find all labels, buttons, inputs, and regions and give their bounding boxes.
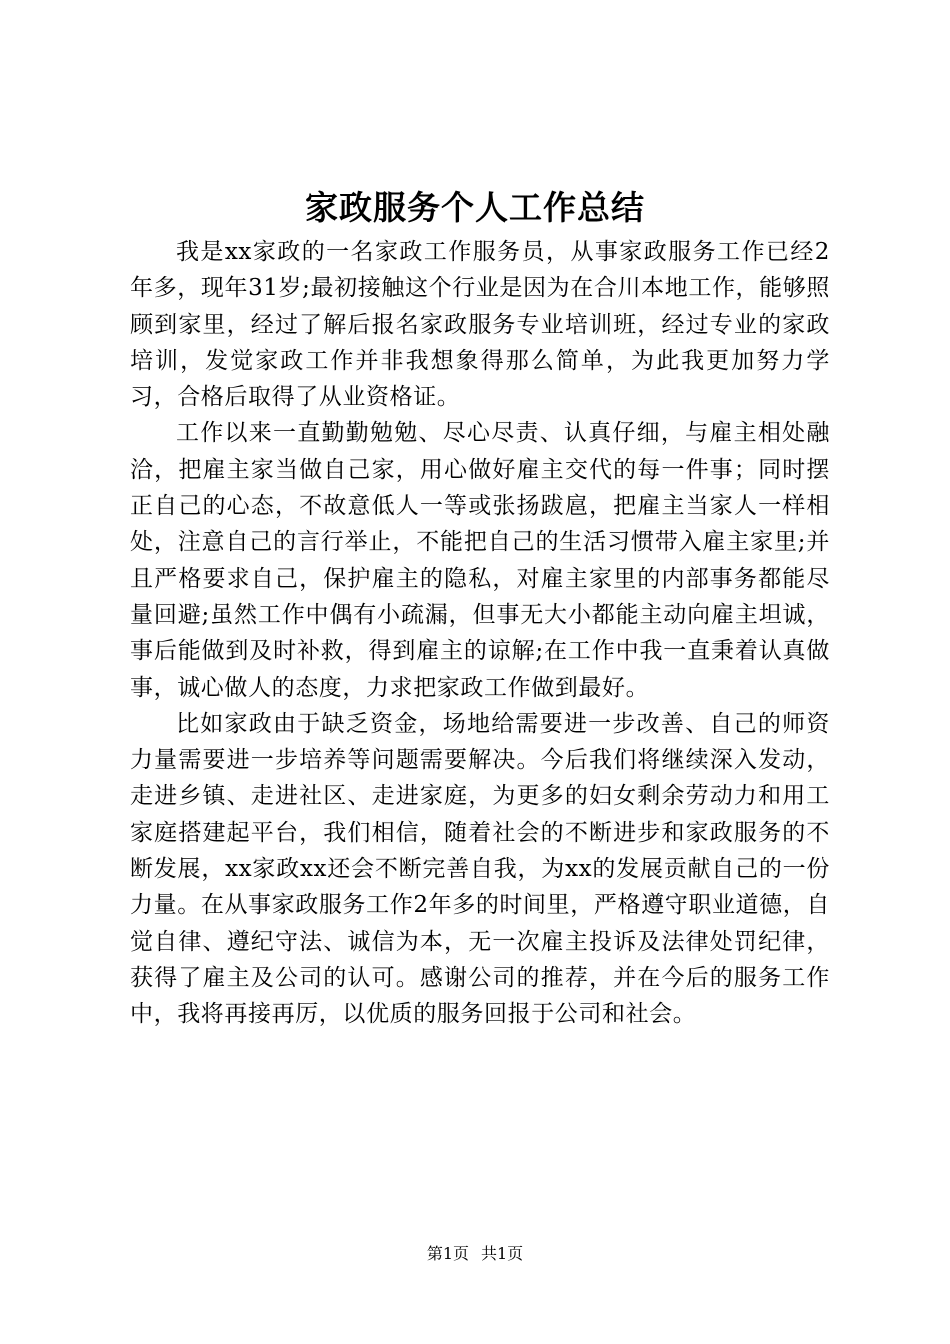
page-number: 第1页 bbox=[426, 1244, 469, 1263]
paragraph-2: 工作以来一直勤勤勉勉、尽心尽责、认真仔细，与雇主相处融洽，把雇主家当做自己家，用心做好雇主交代的每一件事；同时摆正自己的心态，不故意低人一等或张扬跋扈，把雇主当家人一样相处，注意自己的言行举止，不能把自己的生活习惯带入雇主家里;并且严格要求自己，保护雇主的隐私，对雇主家里的内部事务都能尽量回避;虽然工作中偶有小疏漏，但事无大小都能主动向雇主坦诚，事后能做到及时补救，得到雇主的谅解;在工作中我一直秉着认真做事，诚心做人的态度，力求把家政工作做到最好。 bbox=[130, 420, 830, 701]
page-total: 共1页 bbox=[481, 1244, 524, 1263]
paragraph-1: 我是xx家政的一名家政工作服务员，从事家政服务工作已经2年多，现年31岁;最初接触这个行业是因为在合川本地工作，能够照顾到家里，经过了解后报名家政服务专业培训班，经过专业的家政培训，发觉家政工作并非我想象得那么简单，为此我更加努力学习，合格后取得了从业资格证。 bbox=[130, 239, 830, 411]
document-title: 家政服务个人工作总结 bbox=[305, 188, 645, 227]
page-footer bbox=[0, 1242, 950, 1266]
paragraph-3: 比如家政由于缺乏资金，场地给需要进一步改善、自己的师资力量需要进一步培养等问题需要解决。今后我们将继续深入发动，走进乡镇、走进社区、走进家庭，为更多的妇女剩余劳动力和用工家庭搭建起平台，我们相信，随着社会的不断进步和家政服务的不断发展，xx家政xx还会不断完善自我，为xx的发展贡献自己的一份力量。在从事家政服务工作2年多的时间里，严格遵守职业道德，自觉自律、遵纪守法、诚信为本，无一次雇主投诉及法律处罚纪律，获得了雇主及公司的认可。感谢公司的推荐，并在今后的服务工作中，我将再接再厉，以优质的服务回报于公司和社会。 bbox=[130, 710, 830, 1028]
document-body bbox=[130, 234, 830, 1033]
